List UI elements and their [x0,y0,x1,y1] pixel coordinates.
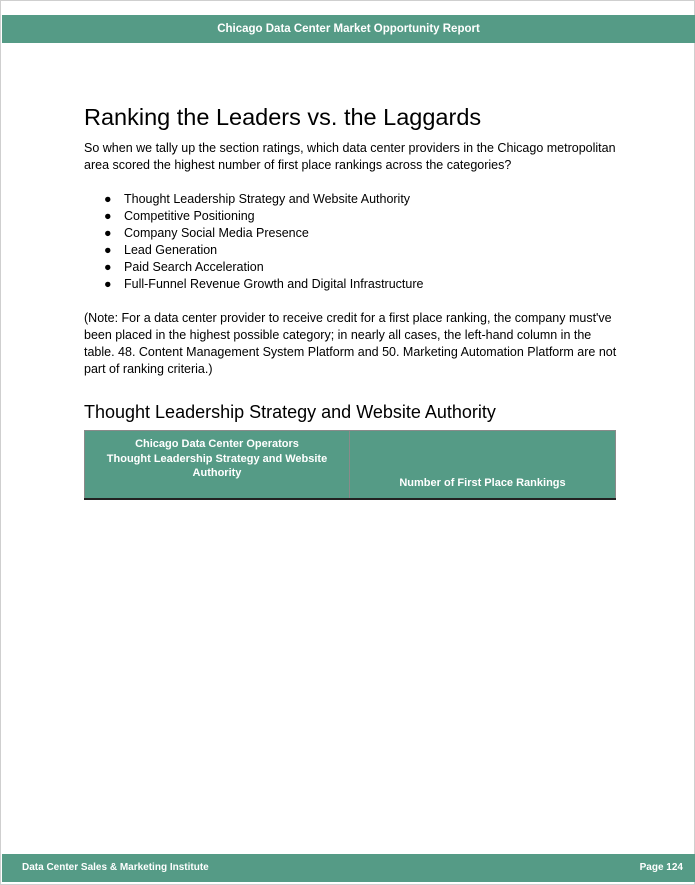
list-item-text: Paid Search Acceleration [124,260,264,274]
section-title: Thought Leadership Strategy and Website Authority [84,402,496,422]
column-header-line: Chicago Data Center Operators [135,438,299,450]
column-header-rankings: Number of First Place Rankings [350,431,616,500]
list-item [104,191,619,208]
list-item-text: Full-Funnel Revenue Growth and Digital Infrastructure [124,277,424,291]
list-item-text: Thought Leadership Strategy and Website Authority [124,192,411,206]
report-footer [2,854,695,882]
list-item [104,242,619,259]
report-header [2,15,695,43]
list-item [104,259,619,276]
column-header-operators [85,431,350,500]
column-header-line: Thought Leadership Strategy and Website [106,452,328,465]
page-content [84,101,619,500]
list-item-text: Lead Generation [124,243,218,257]
note-paragraph: (Note: For a data center provider to receive credit for a first place ranking, the company must've been placed in the highest possible category; in nearly all cases, the left-hand column in the table. 48. Content Management System Platform and 50. Marketing Automation Platform are not part of ranking criteria.) [84,311,617,376]
bullet-icon: ● [104,260,112,274]
report-title: Chicago Data Center Market Opportunity Report [217,23,480,35]
footer-institute: Data Center Sales & Marketing Institute [22,862,209,873]
bullet-icon: ● [104,192,112,206]
table-header-row [85,431,616,500]
intro-paragraph: So when we tally up the section ratings, which data center providers in the Chicago metropolitan area scored the highest number of first place rankings across the categories? [84,141,616,172]
column-header-line: Authority [192,467,242,479]
list-item [104,208,619,225]
list-item-text: Competitive Positioning [124,209,255,223]
list-item [104,225,619,242]
list-item [104,276,619,293]
bullet-icon: ● [104,209,112,223]
bullet-icon: ● [104,277,112,291]
ranking-table [84,430,616,500]
category-list [84,191,619,293]
page-number: Page 124 [639,862,683,873]
list-item-text: Company Social Media Presence [124,226,309,240]
bullet-icon: ● [104,226,112,240]
bullet-icon: ● [104,243,112,257]
page-title: Ranking the Leaders vs. the Laggards [84,104,482,130]
